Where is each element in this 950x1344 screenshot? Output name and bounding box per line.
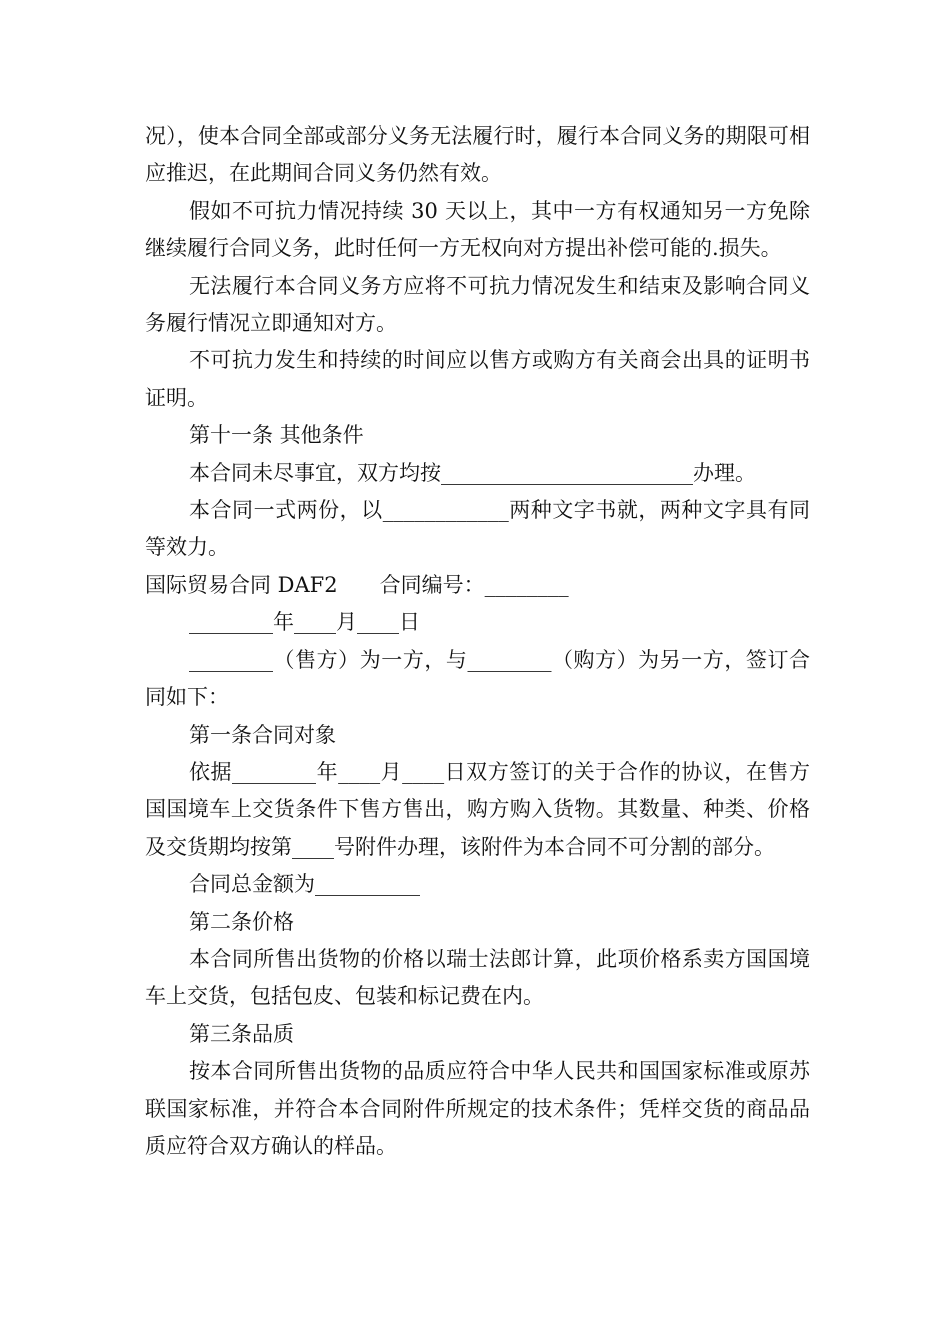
paragraph-agreement-basis: 依据________年____月____日双方签订的关于合作的协议，在售方国国境车上交货条件下售方售出，购方购入货物。其数量、种类、价格及交货期均按第____号附件办理，该附件为本合同不可分割的部分。 — [145, 759, 810, 859]
paragraph-parties: ________（售方）为一方，与________（购方）为另一方，签订合同如下： — [145, 647, 810, 710]
date-line: ________年____月____日 — [189, 610, 420, 635]
paragraph-quality: 按本合同所售出货物的品质应符合中华人民共和国国家标准或原苏联国家标准，并符合本合同附件所规定的技术条件；凭样交货的商品品质应符合双方确认的样品。 — [145, 1059, 810, 1158]
paragraph-proof-certificate: 不可抗力发生和持续的时间应以售方或购方有关商会出具的证明书证明。 — [145, 348, 810, 410]
paragraph-two-copies: 本合同一式两份，以____________两种文字书就，两种文字具有同等效力。 — [145, 498, 810, 560]
heading-article-11: 第十一条 其他条件 — [189, 423, 364, 448]
paragraph-force-majeure-continued: 况），使本合同全部或部分义务无法履行时，履行本合同义务的期限可相应推迟，在此期间合同义务仍然有效。 — [145, 124, 810, 186]
contract-title-line: 国际贸易合同 DAF2 合同编号：________ — [145, 572, 569, 597]
paragraph-force-majeure-30-days: 假如不可抗力情况持续 30 天以上，其中一方有权通知另一方免除继续履行合同义务，此时任何一方无权向对方提出补偿可能的.损失。 — [145, 198, 810, 261]
heading-article-2: 第二条价格 — [189, 909, 294, 934]
contract-text — [145, 118, 810, 1165]
paragraph-notify-other-party: 无法履行本合同义务方应将不可抗力情况发生和结束及影响合同义务履行情况立即通知对方。 — [145, 273, 810, 336]
paragraph-unresolved-matters: 本合同未尽事宜，双方均按________________________办理。 — [189, 460, 756, 485]
paragraph-price: 本合同所售出货物的价格以瑞士法郎计算，此项价格系卖方国国境车上交货，包括包皮、包装和标记费在内。 — [145, 946, 810, 1009]
paragraph-total-amount: 合同总金额为__________ — [189, 872, 420, 897]
heading-article-3: 第三条品质 — [189, 1021, 294, 1046]
heading-article-1: 第一条合同对象 — [189, 722, 336, 747]
